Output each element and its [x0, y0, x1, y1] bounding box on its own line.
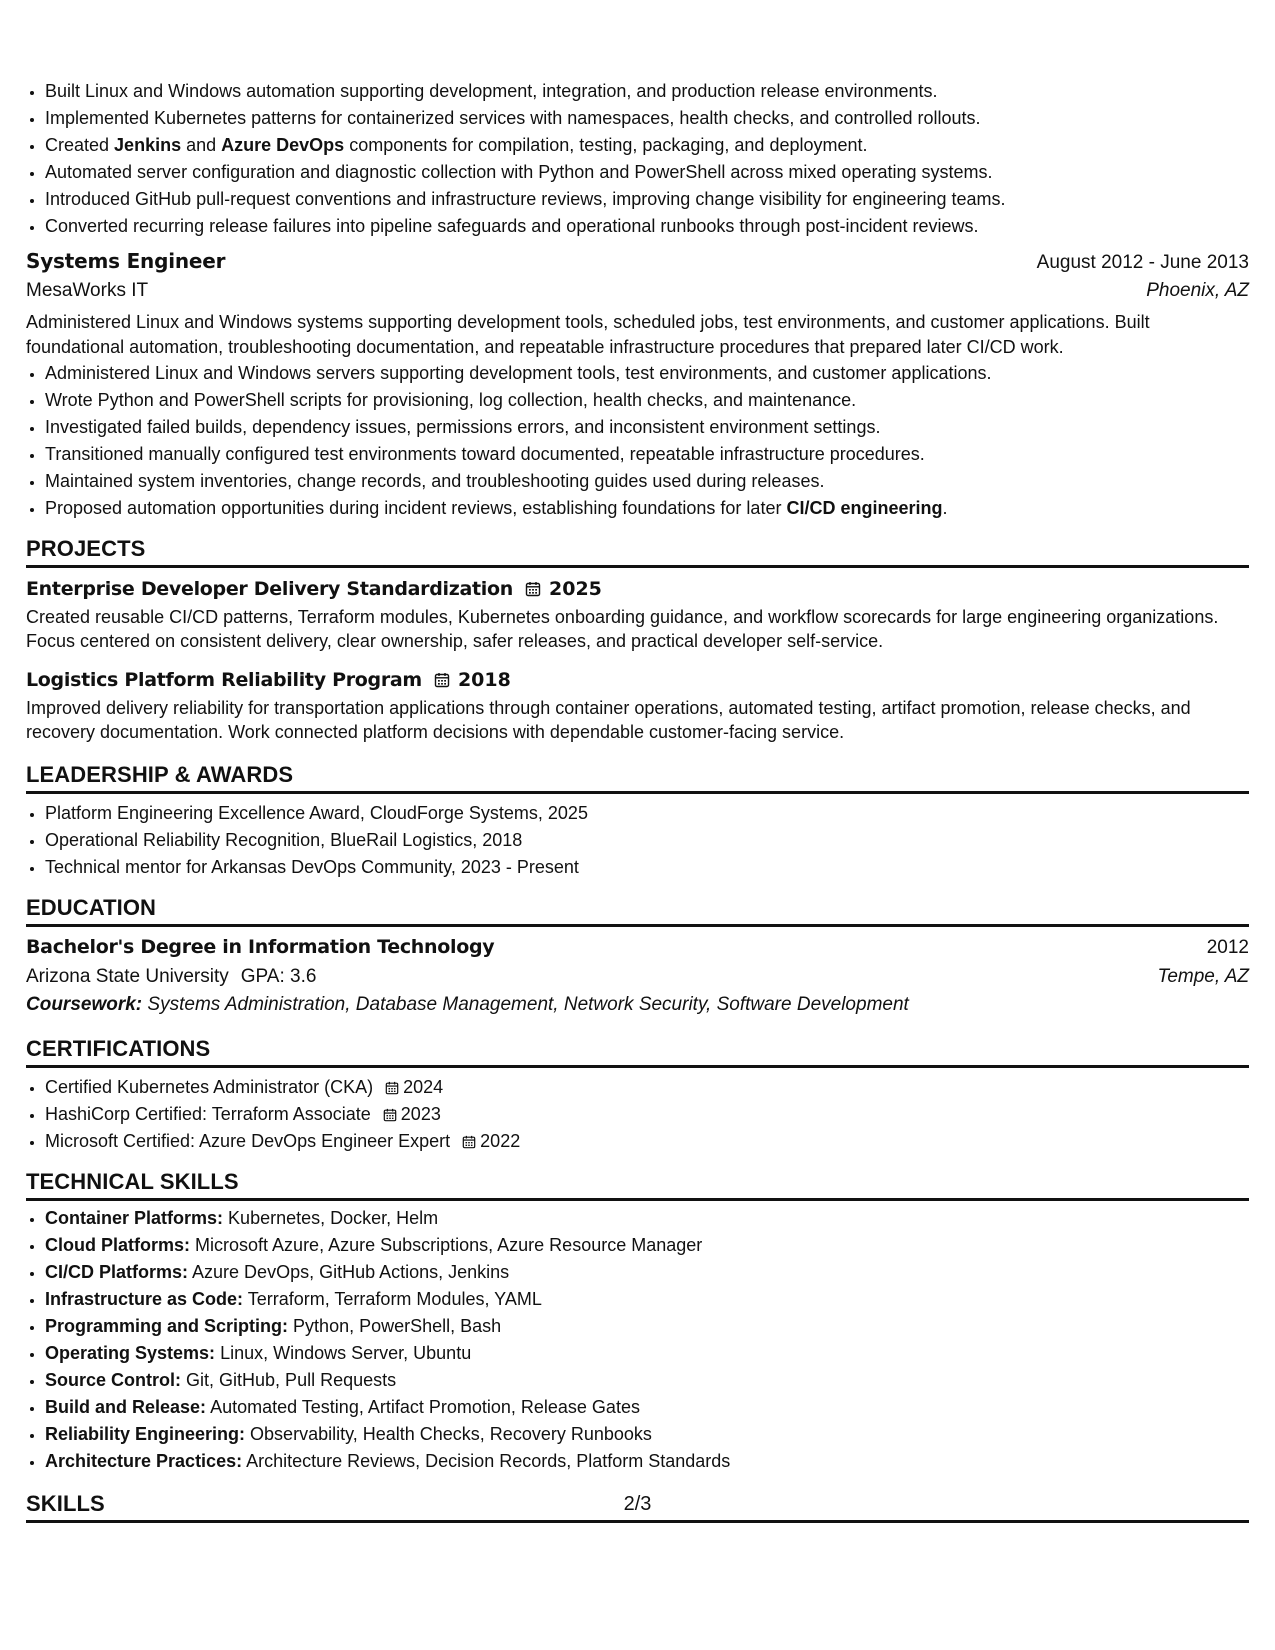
- project-year: 2025: [549, 578, 602, 600]
- bullet-text: Introduced GitHub pull-request conventions and infrastructure reviews, improving change visibility for engineering teams.: [45, 189, 1006, 209]
- job-company: MesaWorks IT: [26, 280, 149, 301]
- section-heading-projects: PROJECTS: [26, 536, 1249, 568]
- bullet-text: .: [942, 498, 948, 518]
- prev-job-bullets: [26, 78, 1249, 240]
- section-heading-technical-skills: TECHNICAL SKILLS: [26, 1169, 1249, 1201]
- calendar-icon: [525, 581, 541, 597]
- leadership-list: [26, 800, 1249, 881]
- calendar-icon: [462, 1135, 476, 1149]
- certification-name: HashiCorp Certified: Terraform Associate: [45, 1104, 371, 1124]
- section-heading-skills: SKILLS: [26, 1491, 1249, 1523]
- technical-skill-item: [45, 1394, 1249, 1421]
- certification-item: [45, 1101, 1249, 1128]
- leadership-item: • Operational Reliability Recognition, BlueRail Logistics, 2018: [45, 827, 1249, 854]
- certification-item: [45, 1074, 1249, 1101]
- project-title: Enterprise Developer Delivery Standardization: [26, 578, 514, 600]
- project-header: [26, 578, 1249, 600]
- project-year: 2018: [457, 669, 511, 691]
- bullet-emphasis: CI/CD engineering: [786, 498, 943, 518]
- technical-skill-item: [45, 1286, 1249, 1313]
- job-bullet: [45, 441, 1249, 468]
- education-header: [26, 936, 1249, 959]
- skill-values: Git, GitHub, Pull Requests: [186, 1370, 397, 1390]
- bullet-text: Investigated failed builds, dependency issues, permissions errors, and inconsistent environment settings.: [45, 417, 881, 437]
- skill-values: Automated Testing, Artifact Promotion, Release Gates: [210, 1397, 640, 1417]
- education-gpa: GPA: 3.6: [240, 966, 317, 987]
- certification-name: Microsoft Certified: Azure DevOps Engineer Expert: [45, 1131, 451, 1151]
- project-title: Logistics Platform Reliability Program: [26, 669, 422, 691]
- bullet-text: Administered Linux and Windows servers supporting development tools, test environments, and customer applications.: [45, 363, 992, 383]
- skill-category: Reliability Engineering:: [45, 1424, 246, 1444]
- education-school: Arizona State University: [26, 966, 229, 987]
- skill-values: Observability, Health Checks, Recovery Runbooks: [250, 1424, 652, 1444]
- bullet-text: Built Linux and Windows automation supporting development, integration, and production release environments.: [45, 81, 938, 101]
- technical-skills-list: [26, 1205, 1249, 1475]
- skill-category: Container Platforms:: [45, 1208, 224, 1228]
- skill-category: Cloud Platforms:: [45, 1235, 191, 1255]
- bullet-text: Transitioned manually configured test environments toward documented, repeatable infrastructure procedures.: [45, 444, 925, 464]
- job-location: Phoenix, AZ: [1146, 280, 1249, 301]
- job-summary: Administered Linux and Windows systems supporting development tools, scheduled jobs, test environments, and customer applications. Built foundational automation, troubleshooting documentation, and repeatable infrastructure procedures that prepared later CI/CD work.: [26, 312, 1150, 357]
- education-year: 2012: [1206, 937, 1249, 958]
- job-bullet: [45, 495, 1249, 522]
- skill-category: Build and Release:: [45, 1397, 207, 1417]
- project-description: Improved delivery reliability for transportation applications through container operations, automated testing, artifact promotion, release checks, and recovery documentation. Work connected platform decisions with dependable customer-facing service.: [26, 698, 1191, 742]
- coursework-value: Systems Administration, Database Management, Network Security, Software Development: [147, 994, 909, 1015]
- education-degree: Bachelor's Degree in Information Technology: [26, 936, 495, 958]
- project-description: Created reusable CI/CD patterns, Terraform modules, Kubernetes onboarding guidance, and workflow scorecards for large engineering organizations. Focus centered on consistent delivery, clear ownership, safer releases, and practical developer self-service.: [26, 607, 1219, 651]
- skill-category: Programming and Scripting:: [45, 1316, 289, 1336]
- skill-values: Architecture Reviews, Decision Records, Platform Standards: [246, 1451, 731, 1471]
- technical-skill-item: [45, 1205, 1249, 1232]
- job-title: Systems Engineer: [26, 249, 226, 273]
- skill-values: Microsoft Azure, Azure Subscriptions, Azure Resource Manager: [195, 1235, 703, 1255]
- job-subheader: [26, 280, 1249, 302]
- bullet-text: components for compilation, testing, packaging, and deployment.: [344, 135, 868, 155]
- technical-skill-item: [45, 1259, 1249, 1286]
- certification-item: [45, 1128, 1249, 1155]
- prev-job-bullet: [45, 78, 1249, 105]
- coursework-label: Coursework:: [26, 994, 143, 1015]
- skill-values: Kubernetes, Docker, Helm: [228, 1208, 439, 1228]
- skill-category: Source Control:: [45, 1370, 182, 1390]
- bullet-text: Automated server configuration and diagnostic collection with Python and PowerShell across mixed operating systems.: [45, 162, 993, 182]
- technical-skill-item: [45, 1313, 1249, 1340]
- prev-job-bullet: [45, 186, 1249, 213]
- projects-list: [26, 578, 1249, 744]
- technical-skill-item: [45, 1367, 1249, 1394]
- bullet-text: Converted recurring release failures into pipeline safeguards and operational runbooks through post-incident reviews.: [45, 216, 979, 236]
- resume-page: [26, 78, 1249, 1523]
- technical-skill-item: [45, 1340, 1249, 1367]
- calendar-icon: [383, 1108, 397, 1122]
- education-subheader: [26, 966, 1249, 988]
- section-heading-leadership: LEADERSHIP & AWARDS: [26, 762, 1249, 794]
- job-bullet: [45, 414, 1249, 441]
- job-bullet: [45, 360, 1249, 387]
- project-header: [26, 669, 1249, 691]
- bullet-text: and: [181, 135, 222, 155]
- prev-job-bullet: [45, 213, 1249, 240]
- job-header: [26, 249, 1249, 274]
- technical-skill-item: [45, 1448, 1249, 1475]
- skill-values: Azure DevOps, GitHub Actions, Jenkins: [192, 1262, 510, 1282]
- leadership-item: • Platform Engineering Excellence Award, CloudForge Systems, 2025: [45, 800, 1249, 827]
- section-heading-certifications: CERTIFICATIONS: [26, 1036, 1249, 1068]
- prev-job-bullet: [45, 159, 1249, 186]
- bullet-emphasis: Azure DevOps: [221, 135, 345, 155]
- section-heading-education: EDUCATION: [26, 895, 1249, 927]
- calendar-icon: [385, 1081, 399, 1095]
- job-bullets: [26, 360, 1249, 522]
- skill-values: Python, PowerShell, Bash: [293, 1316, 502, 1336]
- prev-job-bullet: [45, 105, 1249, 132]
- education-school-line: [26, 966, 316, 988]
- technical-skill-item: [45, 1232, 1249, 1259]
- page-number: 2/3: [623, 1493, 652, 1515]
- bullet-text: Wrote Python and PowerShell scripts for provisioning, log collection, health checks, and maintenance.: [45, 390, 857, 410]
- certification-year: 2023: [400, 1104, 441, 1124]
- skill-category: CI/CD Platforms:: [45, 1262, 189, 1282]
- technical-skill-item: [45, 1421, 1249, 1448]
- skill-values: Terraform, Terraform Modules, YAML: [247, 1289, 542, 1309]
- job-bullet: [45, 387, 1249, 414]
- skill-values: Linux, Windows Server, Ubuntu: [220, 1343, 472, 1363]
- leadership-item: • Technical mentor for Arkansas DevOps Community, 2023 - Present: [45, 854, 1249, 881]
- certification-year: 2024: [403, 1077, 444, 1097]
- job-bullet: [45, 468, 1249, 495]
- skill-category: Infrastructure as Code:: [45, 1289, 244, 1309]
- calendar-icon: [434, 672, 450, 688]
- job-dates: August 2012 - June 2013: [1036, 252, 1249, 273]
- education-coursework: [26, 994, 1249, 1016]
- bullet-text: Implemented Kubernetes patterns for containerized services with namespaces, health checks, and controlled rollouts.: [45, 108, 981, 128]
- education-location: Tempe, AZ: [1157, 966, 1249, 987]
- certification-name: Certified Kubernetes Administrator (CKA): [45, 1077, 374, 1097]
- certifications-list: [26, 1074, 1249, 1155]
- skill-category: Operating Systems:: [45, 1343, 216, 1363]
- prev-job-bullet: [45, 132, 1249, 159]
- bullet-emphasis: Jenkins: [114, 135, 182, 155]
- certification-year: 2022: [480, 1131, 521, 1151]
- skill-category: Architecture Practices:: [45, 1451, 243, 1471]
- bullet-text: Proposed automation opportunities during incident reviews, establishing foundations for later: [45, 498, 787, 518]
- bullet-text: Created: [45, 135, 115, 155]
- bullet-text: Maintained system inventories, change records, and troubleshooting guides used during releases.: [45, 471, 825, 491]
